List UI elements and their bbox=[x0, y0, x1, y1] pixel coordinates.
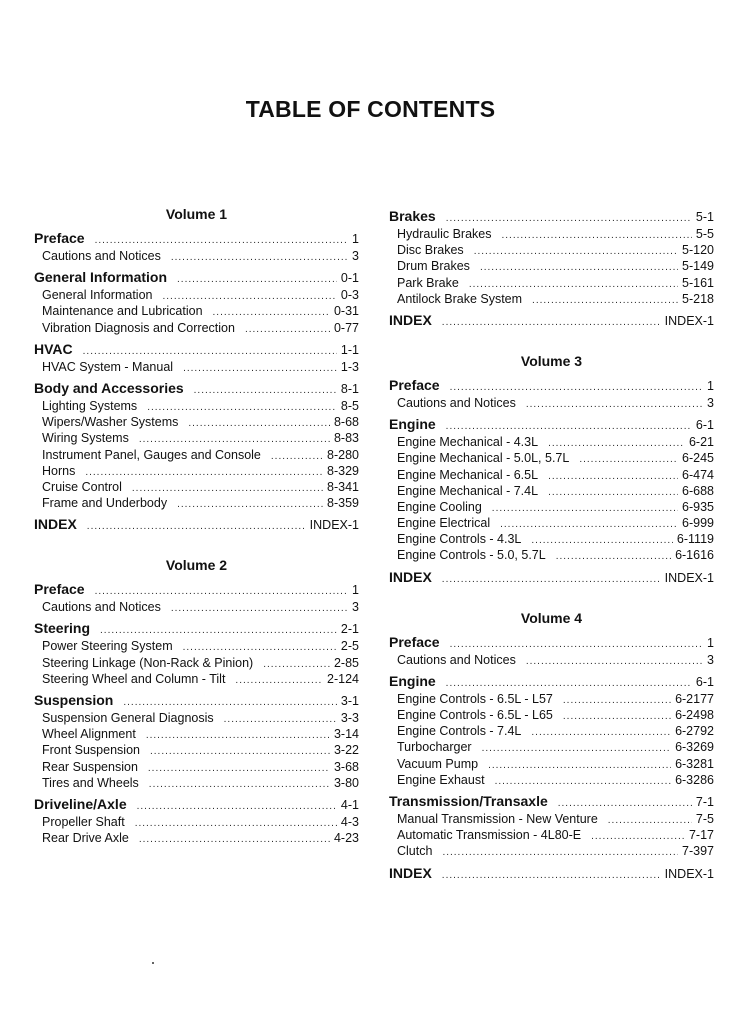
dot-leader bbox=[139, 832, 330, 848]
toc-entry-row[interactable] bbox=[389, 515, 714, 531]
toc-label: Engine Controls - 7.4L bbox=[397, 724, 522, 739]
toc-label: Brakes bbox=[389, 208, 436, 224]
toc-label: Steering Wheel and Column - Tilt bbox=[42, 671, 226, 686]
toc-label: Cautions and Notices bbox=[42, 249, 161, 263]
stray-mark bbox=[152, 962, 154, 964]
toc-label: Preface bbox=[34, 581, 85, 598]
dot-leader bbox=[442, 845, 678, 861]
toc-page-number: 3-22 bbox=[333, 743, 359, 758]
dot-leader bbox=[177, 497, 323, 513]
toc-page-number: 3 bbox=[707, 652, 714, 667]
dot-leader bbox=[150, 744, 330, 760]
dot-leader bbox=[495, 774, 672, 790]
toc-label: Engine Cooling bbox=[397, 499, 482, 514]
toc-label: INDEX bbox=[34, 516, 77, 533]
toc-label: INDEX bbox=[389, 864, 432, 881]
toc-entry-row[interactable] bbox=[389, 691, 714, 707]
toc-label: Rear Suspension bbox=[42, 759, 138, 774]
toc-entry-row[interactable] bbox=[389, 652, 714, 668]
toc-page-number: 3-80 bbox=[333, 775, 359, 790]
dot-leader bbox=[183, 361, 337, 377]
toc-entry-row[interactable] bbox=[34, 495, 359, 511]
toc-label: Cruise Control bbox=[42, 479, 122, 494]
dot-leader bbox=[137, 797, 337, 816]
toc-label: Cautions and Notices bbox=[397, 652, 516, 667]
toc-section-row[interactable] bbox=[389, 864, 714, 883]
dot-leader bbox=[556, 549, 671, 565]
toc-page-number: 6-935 bbox=[682, 499, 714, 514]
toc-left-column bbox=[34, 203, 359, 846]
dot-leader bbox=[531, 533, 673, 549]
toc-section-row[interactable] bbox=[34, 619, 359, 638]
toc-label: Engine Exhaust bbox=[397, 772, 485, 787]
toc-label: Preface bbox=[34, 230, 85, 246]
toc-label: Engine Controls - 6.5L - L57 bbox=[397, 691, 553, 706]
toc-entry-row[interactable] bbox=[389, 772, 714, 788]
toc-section-row[interactable] bbox=[34, 795, 359, 814]
toc-label: Automatic Transmission - 4L80-E bbox=[397, 828, 582, 843]
toc-label: General Information bbox=[34, 269, 168, 286]
toc-page-number: 8-359 bbox=[327, 496, 359, 511]
toc-entry-row[interactable] bbox=[34, 414, 359, 430]
toc-label: Preface bbox=[389, 633, 440, 650]
toc-page-number: 6-688 bbox=[682, 483, 714, 498]
toc-page-number: 8-280 bbox=[327, 447, 359, 462]
toc-entry-row[interactable] bbox=[34, 398, 359, 414]
toc-label: Body and Accessories bbox=[34, 379, 184, 396]
toc-page-number: 5-161 bbox=[682, 275, 714, 290]
toc-entry-row[interactable] bbox=[389, 707, 714, 723]
toc-label: Horns bbox=[42, 463, 76, 478]
toc-page-number: 0-1 bbox=[340, 271, 359, 286]
toc-label: Engine bbox=[389, 416, 436, 433]
dot-leader bbox=[591, 829, 685, 845]
toc-section-row[interactable] bbox=[389, 633, 714, 652]
toc-label: Engine Controls - 6.5L - L65 bbox=[397, 708, 553, 722]
toc-section-row[interactable] bbox=[34, 691, 359, 710]
toc-section-row[interactable] bbox=[34, 229, 359, 248]
toc-label: Wheel Alignment bbox=[42, 727, 136, 742]
toc-label: Vibration Diagnosis and Correction bbox=[42, 320, 235, 335]
toc-label: Clutch bbox=[397, 844, 433, 859]
toc-page-number: 0-31 bbox=[333, 304, 359, 319]
toc-label: Engine Mechanical - 7.4L bbox=[397, 483, 539, 498]
volume-gap bbox=[389, 330, 714, 350]
toc-label: HVAC System - Manual bbox=[42, 359, 174, 374]
toc-entry-row[interactable] bbox=[34, 830, 359, 846]
toc-page-number: 4-1 bbox=[340, 797, 359, 812]
dot-leader bbox=[563, 709, 671, 725]
dot-leader bbox=[148, 761, 330, 777]
toc-label: Tires and Wheels bbox=[42, 775, 139, 790]
toc-entry-row[interactable] bbox=[389, 483, 714, 499]
dot-leader bbox=[608, 813, 692, 829]
toc-entry-row[interactable] bbox=[34, 775, 359, 791]
toc-label: Drum Brakes bbox=[397, 259, 470, 274]
toc-page-number: 7-5 bbox=[695, 811, 714, 826]
toc-entry-row[interactable] bbox=[389, 723, 714, 739]
toc-page-number: 7-397 bbox=[682, 844, 714, 859]
toc-entry-row[interactable] bbox=[389, 756, 714, 772]
toc-page-number: 3 bbox=[352, 600, 359, 615]
dot-leader bbox=[548, 485, 678, 501]
page-title: TABLE OF CONTENTS bbox=[245, 96, 496, 122]
toc-entry-row[interactable] bbox=[389, 291, 714, 307]
toc-section-row[interactable] bbox=[389, 376, 714, 395]
toc-section-row[interactable] bbox=[389, 672, 714, 691]
toc-entry-row[interactable] bbox=[34, 742, 359, 758]
dot-leader bbox=[563, 693, 671, 709]
dot-leader bbox=[492, 501, 678, 517]
toc-label: Engine Mechanical - 5.0L, 5.7L bbox=[397, 451, 570, 466]
toc-page-number: INDEX-1 bbox=[664, 313, 714, 328]
toc-entry-row[interactable] bbox=[34, 655, 359, 671]
toc-page-number: 1 bbox=[352, 232, 359, 246]
toc-page-number: 7-17 bbox=[688, 828, 714, 843]
dot-leader bbox=[177, 270, 337, 289]
toc-page-number: 3-1 bbox=[340, 694, 359, 708]
toc-page-number: 6-2792 bbox=[675, 724, 714, 739]
toc-entry-row[interactable] bbox=[34, 814, 359, 830]
toc-entry-row[interactable] bbox=[389, 811, 714, 827]
toc-entry-row[interactable] bbox=[389, 226, 714, 242]
toc-entry-row[interactable] bbox=[34, 599, 359, 615]
dot-leader bbox=[532, 293, 678, 309]
toc-page-number: 5-1 bbox=[695, 210, 714, 224]
toc-label: Frame and Underbody bbox=[42, 496, 168, 511]
toc-entry-row[interactable] bbox=[34, 248, 359, 264]
toc-entry-row[interactable] bbox=[34, 726, 359, 742]
dot-leader bbox=[531, 725, 671, 741]
volume-heading: Volume 1 bbox=[165, 206, 228, 222]
toc-page-number: INDEX-1 bbox=[309, 518, 359, 533]
toc-page-number: 6-1 bbox=[695, 674, 714, 689]
toc-page-number: 1 bbox=[352, 583, 359, 598]
toc-page-number: 6-999 bbox=[682, 516, 714, 531]
toc-section-row[interactable] bbox=[34, 379, 359, 398]
toc-page-number: 1-1 bbox=[340, 342, 359, 357]
toc-page-number: 7-1 bbox=[695, 794, 714, 809]
toc-page-number: INDEX-1 bbox=[664, 570, 714, 585]
toc-right-column bbox=[389, 203, 714, 883]
toc-label: Instrument Panel, Gauges and Console bbox=[42, 447, 261, 462]
toc-label: Rear Drive Axle bbox=[42, 831, 129, 846]
dot-leader bbox=[271, 449, 323, 465]
volume-gap bbox=[389, 587, 714, 607]
toc-label: Engine Mechanical - 4.3L bbox=[397, 435, 539, 450]
toc-label: Engine Controls - 5.0, 5.7L bbox=[397, 548, 546, 563]
toc-label: Maintenance and Lubrication bbox=[42, 304, 203, 319]
toc-page-number: 0-3 bbox=[340, 288, 359, 303]
toc-label: Steering Linkage (Non-Rack & Pinion) bbox=[42, 655, 254, 670]
toc-page-number: 1 bbox=[707, 635, 714, 650]
toc-page-number: 8-1 bbox=[340, 381, 359, 396]
toc-label: Engine Electrical bbox=[397, 516, 491, 531]
toc-label: Cautions and Notices bbox=[397, 395, 516, 410]
toc-page-number: 8-68 bbox=[333, 415, 359, 430]
dot-leader bbox=[188, 416, 330, 432]
toc-label: INDEX bbox=[389, 568, 432, 585]
toc-label: Transmission/Transaxle bbox=[389, 792, 548, 809]
toc-entry-row[interactable] bbox=[34, 671, 359, 687]
toc-page-number: INDEX-1 bbox=[664, 866, 714, 881]
dot-leader bbox=[263, 657, 330, 673]
toc-page-number: 5-218 bbox=[682, 291, 714, 306]
dot-leader bbox=[146, 728, 330, 744]
toc-page-number: 1 bbox=[707, 378, 714, 393]
dot-leader bbox=[442, 866, 661, 885]
toc-section-row[interactable] bbox=[389, 207, 714, 226]
toc-page-number: 3 bbox=[352, 249, 359, 263]
toc-page-number: 8-5 bbox=[340, 398, 359, 413]
toc-label: Hydraulic Brakes bbox=[397, 227, 492, 241]
toc-page-number: 8-83 bbox=[333, 431, 359, 446]
toc-page-number: 4-23 bbox=[333, 831, 359, 846]
dot-leader bbox=[171, 250, 348, 266]
toc-page-number: 6-1616 bbox=[675, 548, 714, 563]
toc-label: Suspension bbox=[34, 692, 114, 708]
dot-leader bbox=[480, 260, 678, 276]
dot-leader bbox=[500, 517, 678, 533]
toc-page-number: 1-3 bbox=[340, 359, 359, 374]
dot-leader bbox=[442, 313, 661, 332]
toc-label: Vacuum Pump bbox=[397, 756, 479, 771]
toc-page-number: 3-68 bbox=[333, 759, 359, 774]
toc-entry-row[interactable] bbox=[34, 287, 359, 303]
toc-section-row[interactable] bbox=[389, 415, 714, 434]
toc-page-number: 2-5 bbox=[340, 639, 359, 654]
toc-page-number: 8-341 bbox=[327, 479, 359, 494]
toc-label: Suspension General Diagnosis bbox=[42, 711, 214, 725]
toc-page-number: 5-149 bbox=[682, 259, 714, 274]
toc-label: Wiring Systems bbox=[42, 431, 129, 446]
toc-section-row[interactable] bbox=[389, 568, 714, 587]
toc-entry-row[interactable] bbox=[34, 638, 359, 654]
dot-leader bbox=[135, 816, 337, 832]
dot-leader bbox=[194, 381, 337, 400]
toc-page-number: 6-1 bbox=[695, 418, 714, 433]
dot-leader bbox=[482, 741, 671, 757]
toc-label: Engine Controls - 4.3L bbox=[397, 532, 522, 547]
toc-page-number: 6-474 bbox=[682, 467, 714, 482]
toc-entry-row[interactable] bbox=[34, 303, 359, 319]
toc-label: Steering bbox=[34, 620, 91, 637]
volume-gap bbox=[34, 534, 359, 554]
toc-label: Preface bbox=[389, 376, 440, 393]
toc-page-number: 2-124 bbox=[327, 671, 359, 686]
toc-entry-row[interactable] bbox=[389, 275, 714, 291]
toc-entry-row[interactable] bbox=[34, 320, 359, 336]
toc-page-number: 6-1119 bbox=[676, 532, 714, 547]
toc-page-number: 6-245 bbox=[682, 451, 714, 466]
toc-entry-row[interactable] bbox=[34, 463, 359, 479]
toc-page-number: 6-3286 bbox=[675, 772, 714, 787]
volume-heading: Volume 2 bbox=[165, 557, 228, 574]
toc-page-number: 2-1 bbox=[340, 622, 359, 637]
toc-label: Turbocharger bbox=[397, 740, 472, 755]
volume-heading: Volume 3 bbox=[520, 352, 583, 369]
dot-leader bbox=[171, 601, 348, 617]
dot-leader bbox=[526, 654, 703, 670]
dot-leader bbox=[501, 228, 691, 244]
toc-page-number: 3-14 bbox=[333, 727, 359, 742]
toc-page-number: 0-77 bbox=[333, 320, 359, 335]
toc-label: Engine Mechanical - 6.5L bbox=[397, 467, 539, 482]
toc-entry-row[interactable] bbox=[389, 395, 714, 411]
toc-page-number: 6-21 bbox=[688, 435, 714, 450]
dot-leader bbox=[579, 452, 678, 468]
toc-page-number: 8-329 bbox=[327, 463, 359, 478]
toc-page-number: 3-3 bbox=[340, 711, 359, 725]
toc-entry-row[interactable] bbox=[389, 467, 714, 483]
toc-page-number: 5-5 bbox=[695, 227, 714, 241]
toc-label: Cautions and Notices bbox=[42, 600, 161, 615]
toc-page-number: 4-3 bbox=[340, 814, 359, 829]
toc-entry-row[interactable] bbox=[389, 434, 714, 450]
toc-label: Engine bbox=[389, 672, 436, 689]
toc-page-number: 6-2177 bbox=[675, 691, 714, 706]
toc-label: Park Brake bbox=[397, 275, 459, 290]
volume-heading: Volume 4 bbox=[520, 609, 583, 626]
toc-label: HVAC bbox=[34, 340, 73, 357]
toc-entry-row[interactable] bbox=[389, 242, 714, 258]
toc-entry-row[interactable] bbox=[34, 710, 359, 726]
toc-entry-row[interactable] bbox=[389, 531, 714, 547]
toc-entry-row[interactable] bbox=[389, 843, 714, 859]
toc-label: Antilock Brake System bbox=[397, 291, 523, 306]
toc-label: General Information bbox=[42, 288, 153, 303]
toc-section-row[interactable] bbox=[389, 792, 714, 811]
toc-label: Power Steering System bbox=[42, 639, 173, 654]
dot-leader bbox=[87, 517, 306, 536]
toc-page-number: 5-120 bbox=[682, 243, 714, 258]
toc-label: Disc Brakes bbox=[397, 243, 464, 258]
toc-label: Wipers/Washer Systems bbox=[42, 415, 179, 430]
toc-label: Propeller Shaft bbox=[42, 814, 125, 829]
dot-leader bbox=[442, 570, 661, 589]
dot-leader bbox=[235, 673, 323, 689]
toc-section-row[interactable] bbox=[34, 515, 359, 534]
toc-label: Lighting Systems bbox=[42, 398, 138, 413]
toc-entry-row[interactable] bbox=[34, 759, 359, 775]
toc-page-number: 6-3281 bbox=[675, 756, 714, 771]
dot-leader bbox=[488, 758, 671, 774]
toc-entry-row[interactable] bbox=[389, 739, 714, 755]
toc-entry-row[interactable] bbox=[34, 430, 359, 446]
toc-entry-row[interactable] bbox=[389, 827, 714, 843]
dot-leader bbox=[548, 469, 678, 485]
toc-section-row[interactable] bbox=[389, 311, 714, 330]
dot-leader bbox=[526, 397, 703, 413]
toc-entry-row[interactable] bbox=[389, 547, 714, 563]
toc-entry-row[interactable] bbox=[34, 359, 359, 375]
toc-page-number: 3 bbox=[707, 395, 714, 410]
toc-page-number: 6-2498 bbox=[675, 708, 714, 722]
toc-section-row[interactable] bbox=[34, 340, 359, 359]
toc-entry-row[interactable] bbox=[34, 479, 359, 495]
dot-leader bbox=[224, 712, 337, 728]
toc-label: INDEX bbox=[389, 311, 432, 328]
toc-label: Driveline/Axle bbox=[34, 795, 127, 812]
dot-leader bbox=[245, 322, 330, 338]
toc-entry-row[interactable] bbox=[389, 450, 714, 466]
dot-leader bbox=[474, 244, 678, 260]
toc-entry-row[interactable] bbox=[34, 447, 359, 463]
toc-label: Front Suspension bbox=[42, 743, 140, 758]
toc-page-number: 6-3269 bbox=[675, 740, 714, 755]
toc-section-row[interactable] bbox=[34, 580, 359, 599]
toc-entry-row[interactable] bbox=[389, 499, 714, 515]
dot-leader bbox=[149, 777, 330, 793]
toc-page-number: 2-85 bbox=[333, 655, 359, 670]
toc-entry-row[interactable] bbox=[389, 258, 714, 274]
toc-section-row[interactable] bbox=[34, 268, 359, 287]
toc-label: Manual Transmission - New Venture bbox=[397, 811, 598, 826]
